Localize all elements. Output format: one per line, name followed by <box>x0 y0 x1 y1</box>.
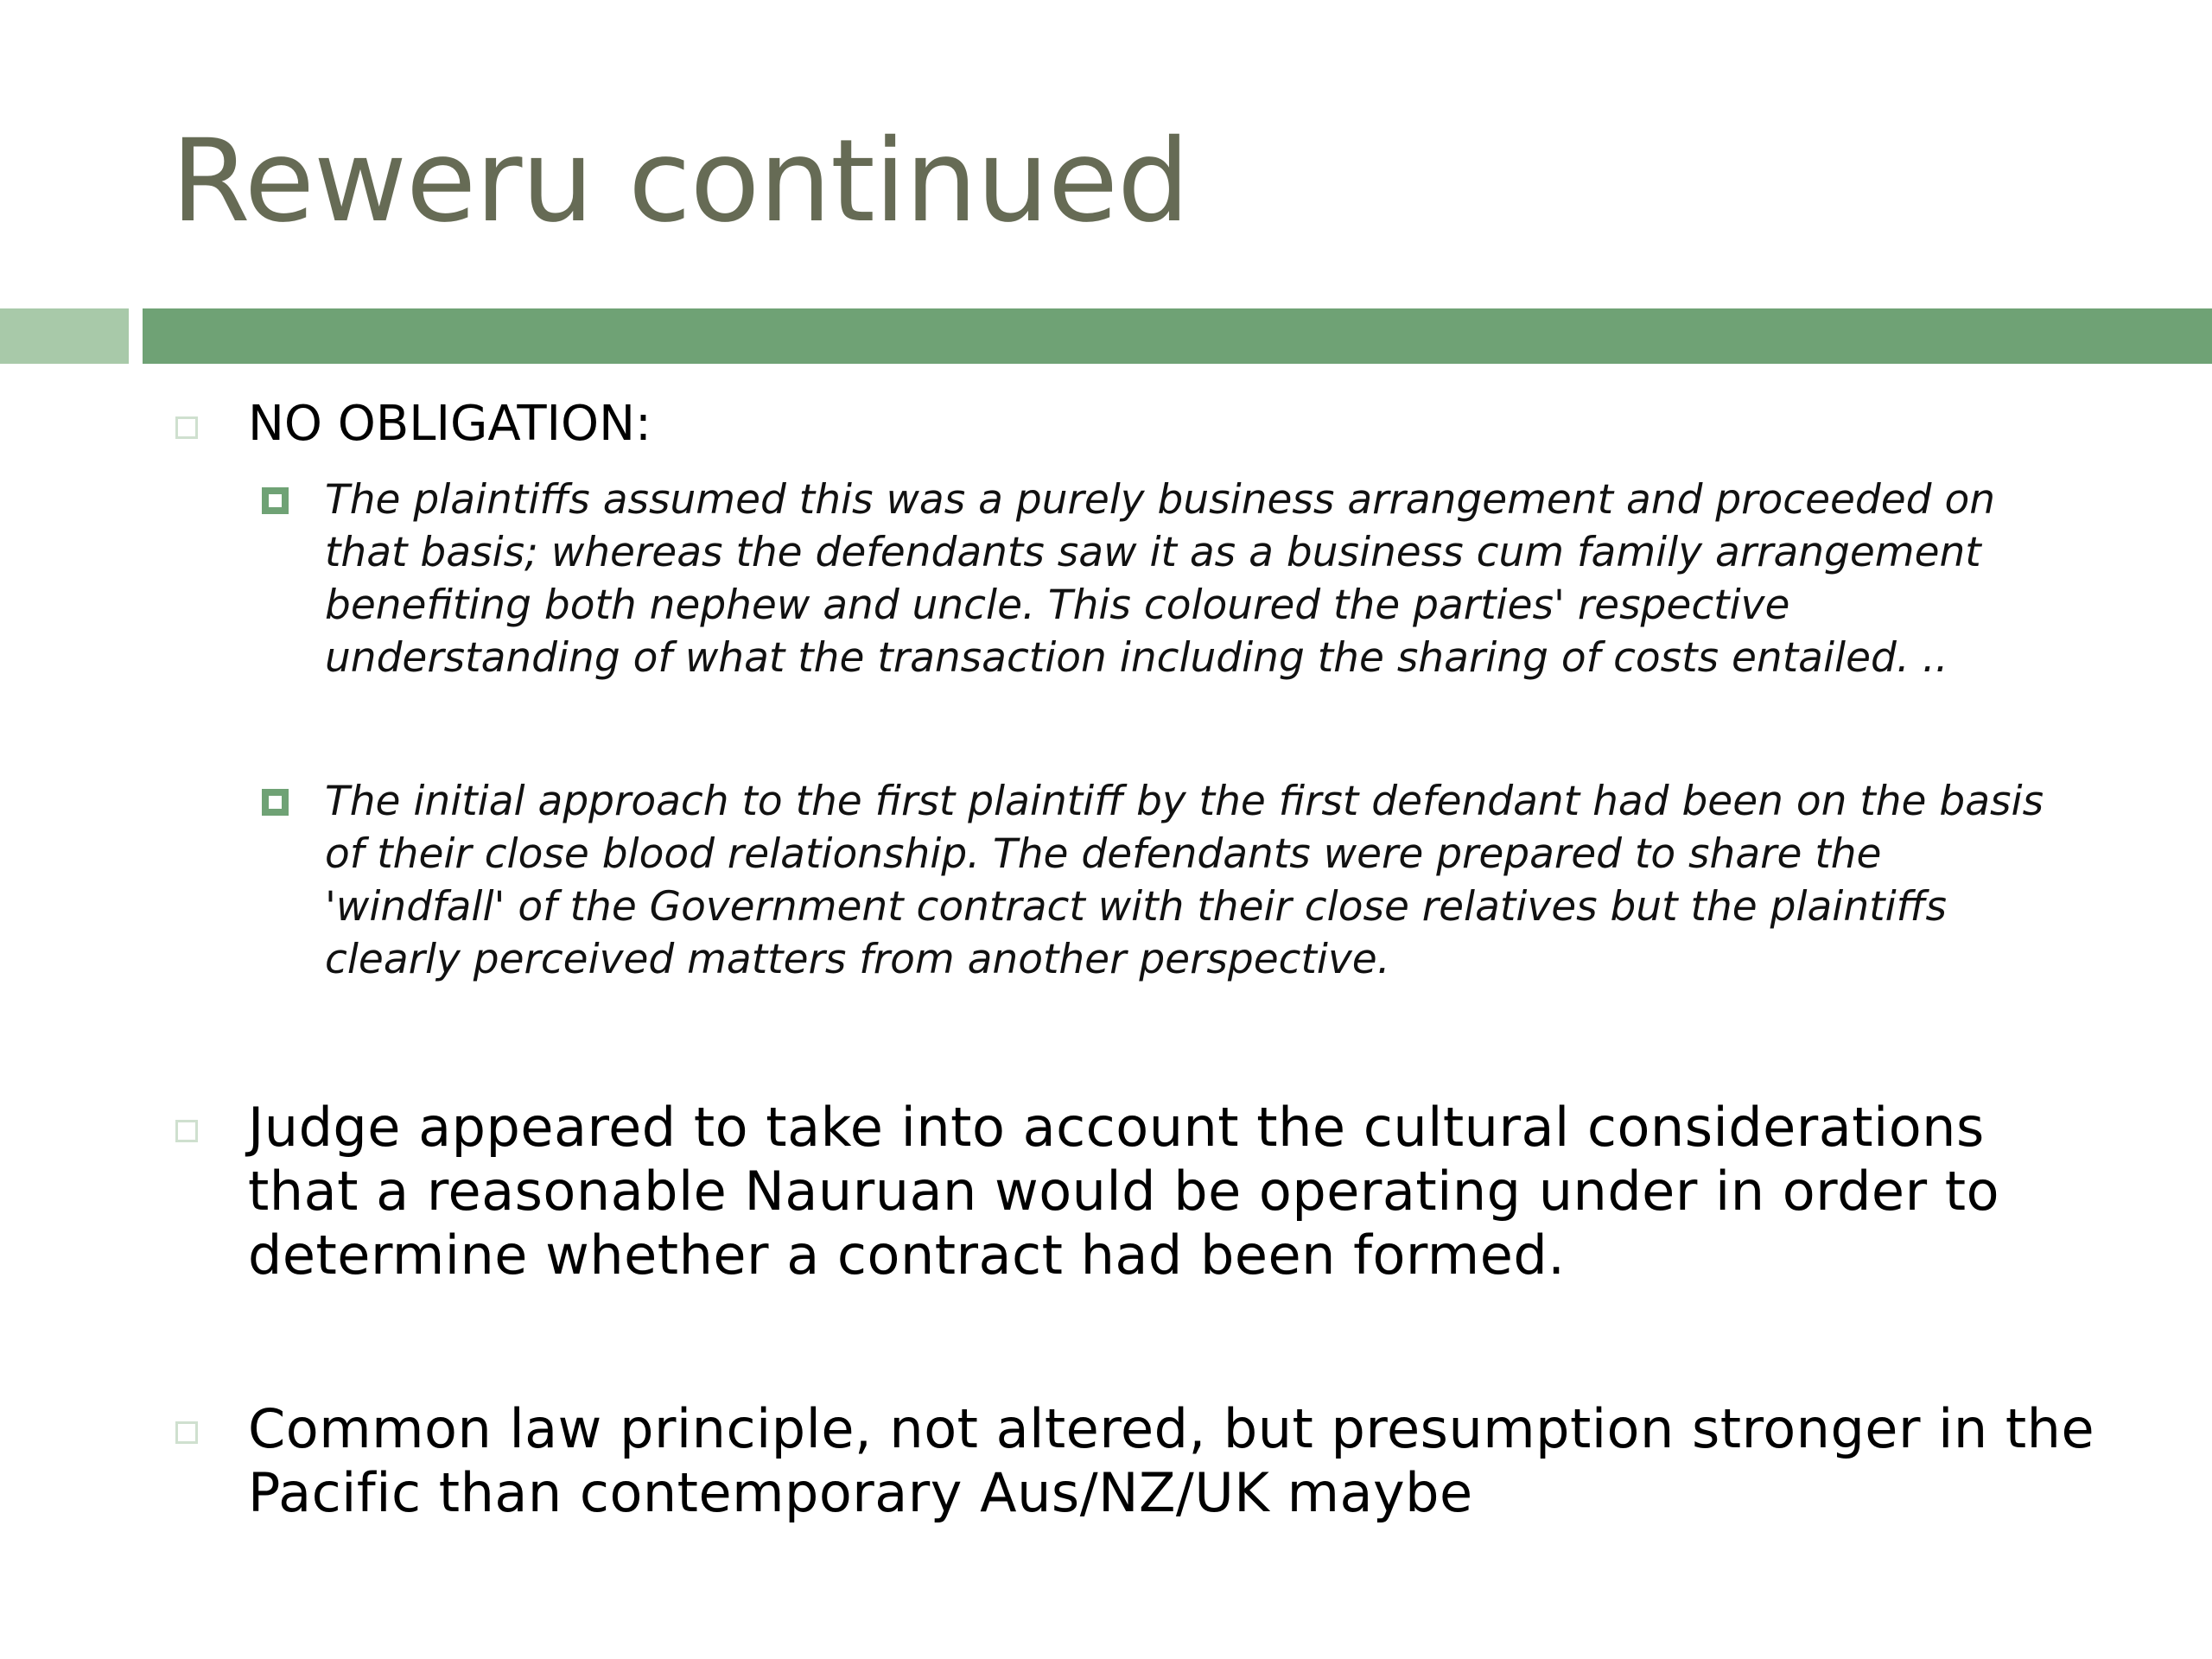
sub-bullet-square-icon <box>262 789 289 816</box>
bullet-square-icon <box>175 416 198 439</box>
bullet-square-icon <box>175 1421 198 1444</box>
sub-bullet-initial-approach: The initial approach to the first plaintiff by the first defendant had been on the basis of their close blood relationship. The defendants were prepared to share the 'windfall' of the Government contract with their close relatives but the plaintiffs clearly perceived matters from another perspective. <box>325 778 2044 983</box>
sub-bullet-square-icon <box>262 487 289 514</box>
title-band-accent <box>0 308 129 364</box>
bullet-judge-cultural-considerations: Judge appeared to take into account the cultural considerations that a reasonable Nauruan would be operating under in order to determine whether a contract had been formed. <box>248 1096 2000 1287</box>
slide-title: Reweru continued <box>171 115 1189 248</box>
sub-bullet-business-arrangement: The plaintiffs assumed this was a purely business arrangement and proceeded on that basis; whereas the defendants saw it as a business cum family arrangement benefiting both nephew and uncle. This coloured the parties' respective understanding of what the transaction including the sharing of costs entailed. .. <box>325 476 1995 682</box>
bullet-square-icon <box>175 1120 198 1142</box>
bullet-no-obligation: NO OBLIGATION: <box>248 396 652 452</box>
bullet-common-law-principle: Common law principle, not altered, but presumption stronger in the Pacific than contemporary Aus/NZ/UK maybe <box>248 1397 2095 1524</box>
title-band <box>143 308 2212 364</box>
